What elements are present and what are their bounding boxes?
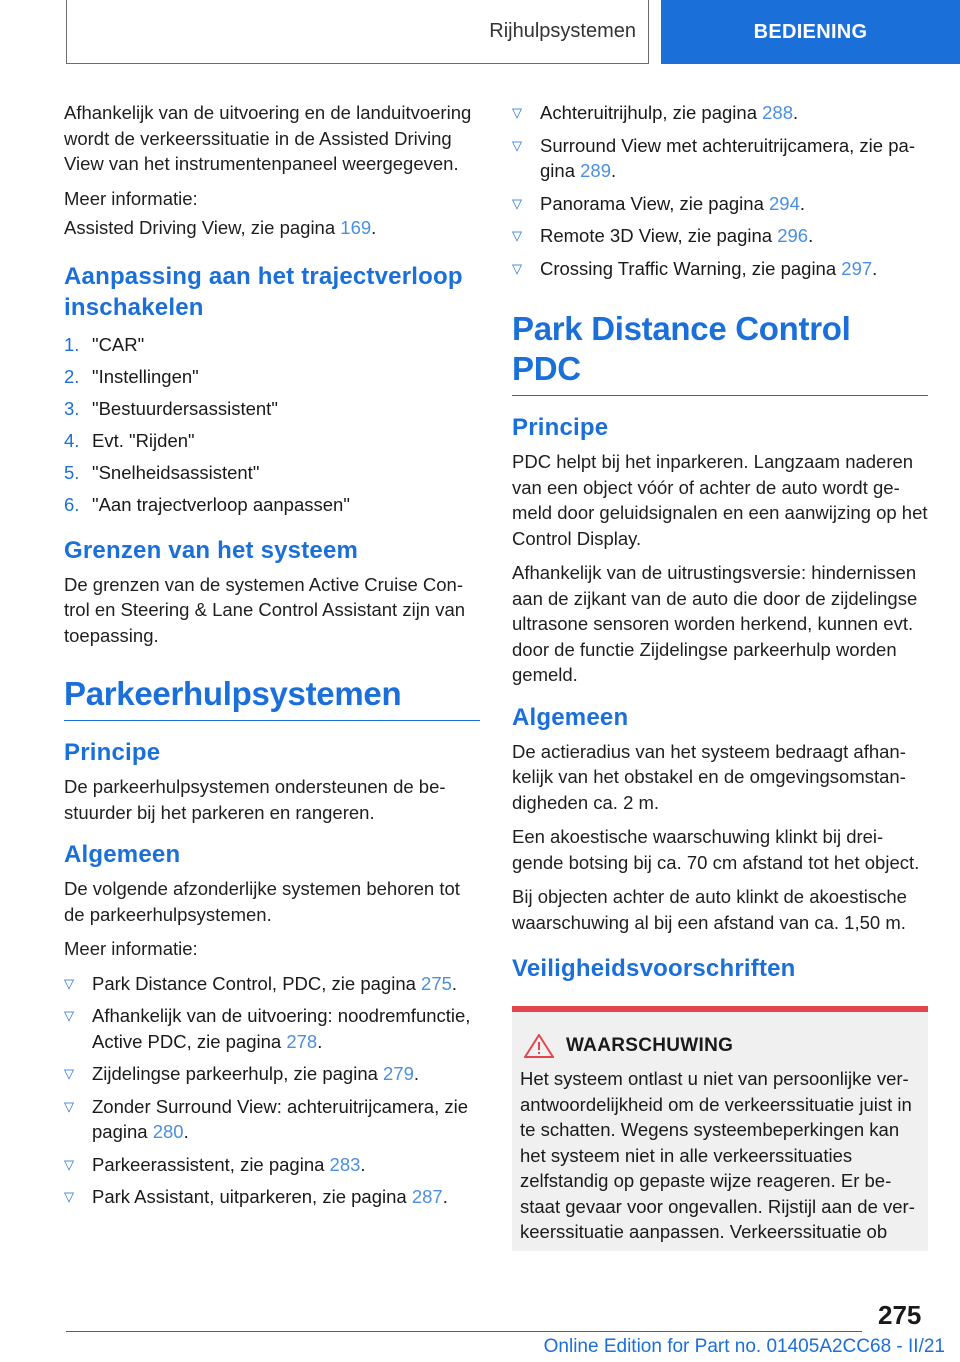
section-title: Rijhulpsystemen — [489, 20, 636, 42]
warning-triangle-icon — [524, 1034, 554, 1058]
header-section-title — [66, 0, 649, 64]
step-number: 3. — [64, 397, 80, 419]
warning-title: WAARSCHUWING — [566, 1035, 734, 1056]
warning-header — [520, 1034, 920, 1058]
item-text: Zijdelingse parkeerhulp, zie pagina — [92, 1063, 384, 1084]
item-text: Afhankelijk van de uitvoering: noodremfunctie, Active PDC, zie pagina — [92, 1005, 471, 1052]
triangle-bullet-icon: ▽ — [64, 1008, 74, 1023]
ref-text: Assisted Driving View, zie pagina — [64, 217, 341, 238]
item-text: Parkeerassistent, zie pagina — [92, 1153, 330, 1175]
warning-text: Het systeem ontlast u niet van persoonlijke verantwoordelijkheid om de verkeerssituatie juist in te schatten. Wegens systeembeperkingen kan het systeem niet in alle verkeerssituaties zelfstandig op gepaste wijze reageren. Er bestaat gevaar voor ongevallen. Rijstijl aan de verkeerssituatie aanpassen. Verkeerssituatie ob — [520, 1068, 915, 1242]
principe-paragraph-1: PDC helpt bij het inparkeren. Langzaam naderen van een object vóór of achter de auto wordt gemeld door geluidsignalen en een aanwijzing op het Control Display. — [512, 451, 928, 549]
list-item: ▽ Zonder Surround View: achteruitrijcamera, zie pagina 280. — [64, 1094, 480, 1145]
triangle-bullet-icon: ▽ — [512, 228, 522, 243]
item-text: Panorama View, zie pagina — [540, 192, 770, 214]
list-item — [64, 329, 480, 361]
page-link[interactable]: 275 — [421, 972, 452, 994]
heading-principe: Principe — [64, 739, 161, 766]
list-item: ▽ Park Assistant, uitparkeren, zie pagina 287. — [64, 1184, 480, 1210]
page-number: 275 — [878, 1300, 922, 1330]
page-link[interactable]: 294 — [769, 192, 800, 214]
triangle-bullet-icon: ▽ — [512, 260, 522, 276]
step-text: "Aan trajectverloop aanpassen" — [92, 493, 350, 515]
systems-list — [64, 971, 480, 1210]
more-info-label: Meer informatie: — [64, 938, 198, 959]
heading-parkeerhulpsystemen: Parkeerhulpsystemen — [64, 674, 480, 721]
list-item — [64, 393, 480, 425]
triangle-bullet-icon: ▽ — [64, 1189, 74, 1204]
step-text: "Snelheidsassistent" — [92, 461, 260, 483]
page-link[interactable]: 287 — [411, 1186, 443, 1207]
left-column — [64, 100, 480, 1217]
heading-grenzen: Grenzen van het systeem — [64, 536, 359, 564]
item-text: Park Distance Control, PDC, zie pagina — [92, 972, 422, 994]
algemeen-paragraph-2: Een akoestische waarschuwing klinkt bij dreigende botsing bij ca. 70 cm afstand tot het object. — [512, 826, 920, 873]
algemeen-paragraph: De volgende afzonderlijke systemen behoren tot de parkeerhulpsystemen. — [64, 878, 460, 925]
chapter-title: BEDIENING — [753, 20, 868, 43]
item-text: Surround View met achteruitrijcamera, zie pagina — [540, 134, 915, 181]
list-item — [64, 489, 480, 521]
header-chapter-tab — [661, 0, 960, 64]
list-item: ▽ Panorama View, zie pagina 294. — [512, 191, 928, 217]
page-link[interactable]: 280 — [152, 1121, 184, 1142]
grenzen-paragraph: De grenzen van de systemen Active Cruise Control en Steering & Lane Control Assistant zijn van toepassing. — [64, 573, 466, 646]
step-number: 2. — [64, 365, 80, 387]
list-item — [64, 425, 480, 457]
footer-edition: Online Edition for Part no. 01405A2CC68 - II/21 — [543, 1336, 945, 1357]
triangle-bullet-icon: ▽ — [64, 975, 74, 991]
list-item: ▽ Zijdelingse parkeerhulp, zie pagina 279. — [64, 1061, 480, 1087]
right-column — [512, 100, 928, 1251]
heading-algemeen: Algemeen — [512, 703, 629, 731]
step-text: "CAR" — [92, 333, 145, 355]
principe-paragraph-2: Afhankelijk van de uitrustingsversie: hindernissen aan de zijkant van de auto die door de zijdelingse ultrasone sensoren worden herkend, kunnen evt. door de functie Zijdelingse parkeerhulp worden gemeld. — [512, 562, 918, 685]
list-item — [64, 457, 480, 489]
page-link[interactable]: 169 — [340, 217, 372, 238]
page-link[interactable]: 283 — [329, 1153, 361, 1175]
item-text: Crossing Traffic Warning, zie pagina — [540, 257, 842, 279]
triangle-bullet-icon: ▽ — [64, 1066, 74, 1081]
list-item: ▽ Afhankelijk van de uitvoering: noodremfunctie, Active PDC, zie pagina 278. — [64, 1003, 480, 1054]
list-item — [64, 361, 480, 393]
step-text: "Bestuurdersassistent" — [92, 397, 278, 419]
triangle-bullet-icon: ▽ — [64, 1156, 74, 1172]
algemeen-paragraph-1: De actieradius van het systeem bedraagt afhankelijk van het obstakel en de omgevingsomstandigheden ca. 2 m. — [512, 740, 906, 813]
heading-veiligheid: Veiligheidsvoorschriften — [512, 955, 796, 982]
page-link[interactable]: 279 — [383, 1063, 414, 1084]
step-number: 1. — [64, 333, 80, 355]
heading-algemeen: Algemeen — [64, 841, 181, 868]
triangle-bullet-icon: ▽ — [512, 195, 522, 211]
principe-paragraph: De parkeerhulpsystemen ondersteunen de bestuurder bij het parkeren en rangeren. — [64, 776, 446, 823]
list-item: ▽ Remote 3D View, zie pagina 296. — [512, 223, 928, 249]
step-text: "Instellingen" — [92, 365, 199, 387]
item-text: Park Assistant, uitparkeren, zie pagina — [92, 1186, 412, 1207]
step-number: 6. — [64, 493, 80, 515]
heading-pdc: Park Distance Control PDC — [512, 309, 928, 396]
list-item: ▽ Parkeerassistent, zie pagina 283. — [64, 1152, 480, 1178]
step-number: 5. — [64, 461, 80, 483]
list-item: ▽ Surround View met achteruitrijcamera, zie pagina 289. — [512, 133, 928, 184]
systems-list-continued — [512, 100, 928, 281]
list-item: ▽ Achteruitrijhulp, zie pagina 288. — [512, 100, 928, 126]
heading-principe: Principe — [512, 414, 609, 441]
more-info-label: Meer informatie: — [64, 187, 198, 209]
step-text: Evt. "Rijden" — [92, 429, 195, 451]
item-text: Zonder Surround View: achteruitrijcamera, zie pagina — [92, 1095, 468, 1142]
assisted-driving-ref: Assisted Driving View, zie pagina 169. — [64, 217, 377, 238]
step-number: 4. — [64, 429, 80, 451]
page-link[interactable]: 296 — [777, 225, 809, 246]
page-link[interactable]: 278 — [286, 1030, 318, 1052]
warning-box — [512, 1006, 928, 1251]
steps-list — [64, 329, 480, 521]
item-text: Remote 3D View, zie pagina — [540, 225, 778, 246]
list-item: ▽ Crossing Traffic Warning, zie pagina 297. — [512, 256, 928, 282]
page-link[interactable]: 288 — [762, 102, 794, 123]
intro-paragraph: Afhankelijk van de uitvoering en de landuitvoering wordt de verkeerssituatie in de Assisted Driving View van het instrumentenpaneel weergegeven. — [64, 102, 472, 174]
footer-divider — [66, 1331, 862, 1332]
heading-aanpassing: Aanpassing aan het trajectverloop inschakelen — [64, 262, 463, 321]
triangle-bullet-icon: ▽ — [64, 1098, 74, 1114]
page-link[interactable]: 289 — [580, 160, 611, 181]
triangle-bullet-icon: ▽ — [512, 137, 522, 153]
list-item: ▽ Park Distance Control, PDC, zie pagina 275. — [64, 971, 480, 997]
item-text: Achteruitrijhulp, zie pagina — [540, 102, 763, 123]
page-link[interactable]: 297 — [841, 257, 873, 279]
algemeen-paragraph-3: Bij objecten achter de auto klinkt de akoestische waarschuwing al bij een afstand van ca. 1,50 m. — [512, 886, 907, 933]
triangle-bullet-icon: ▽ — [512, 105, 522, 120]
